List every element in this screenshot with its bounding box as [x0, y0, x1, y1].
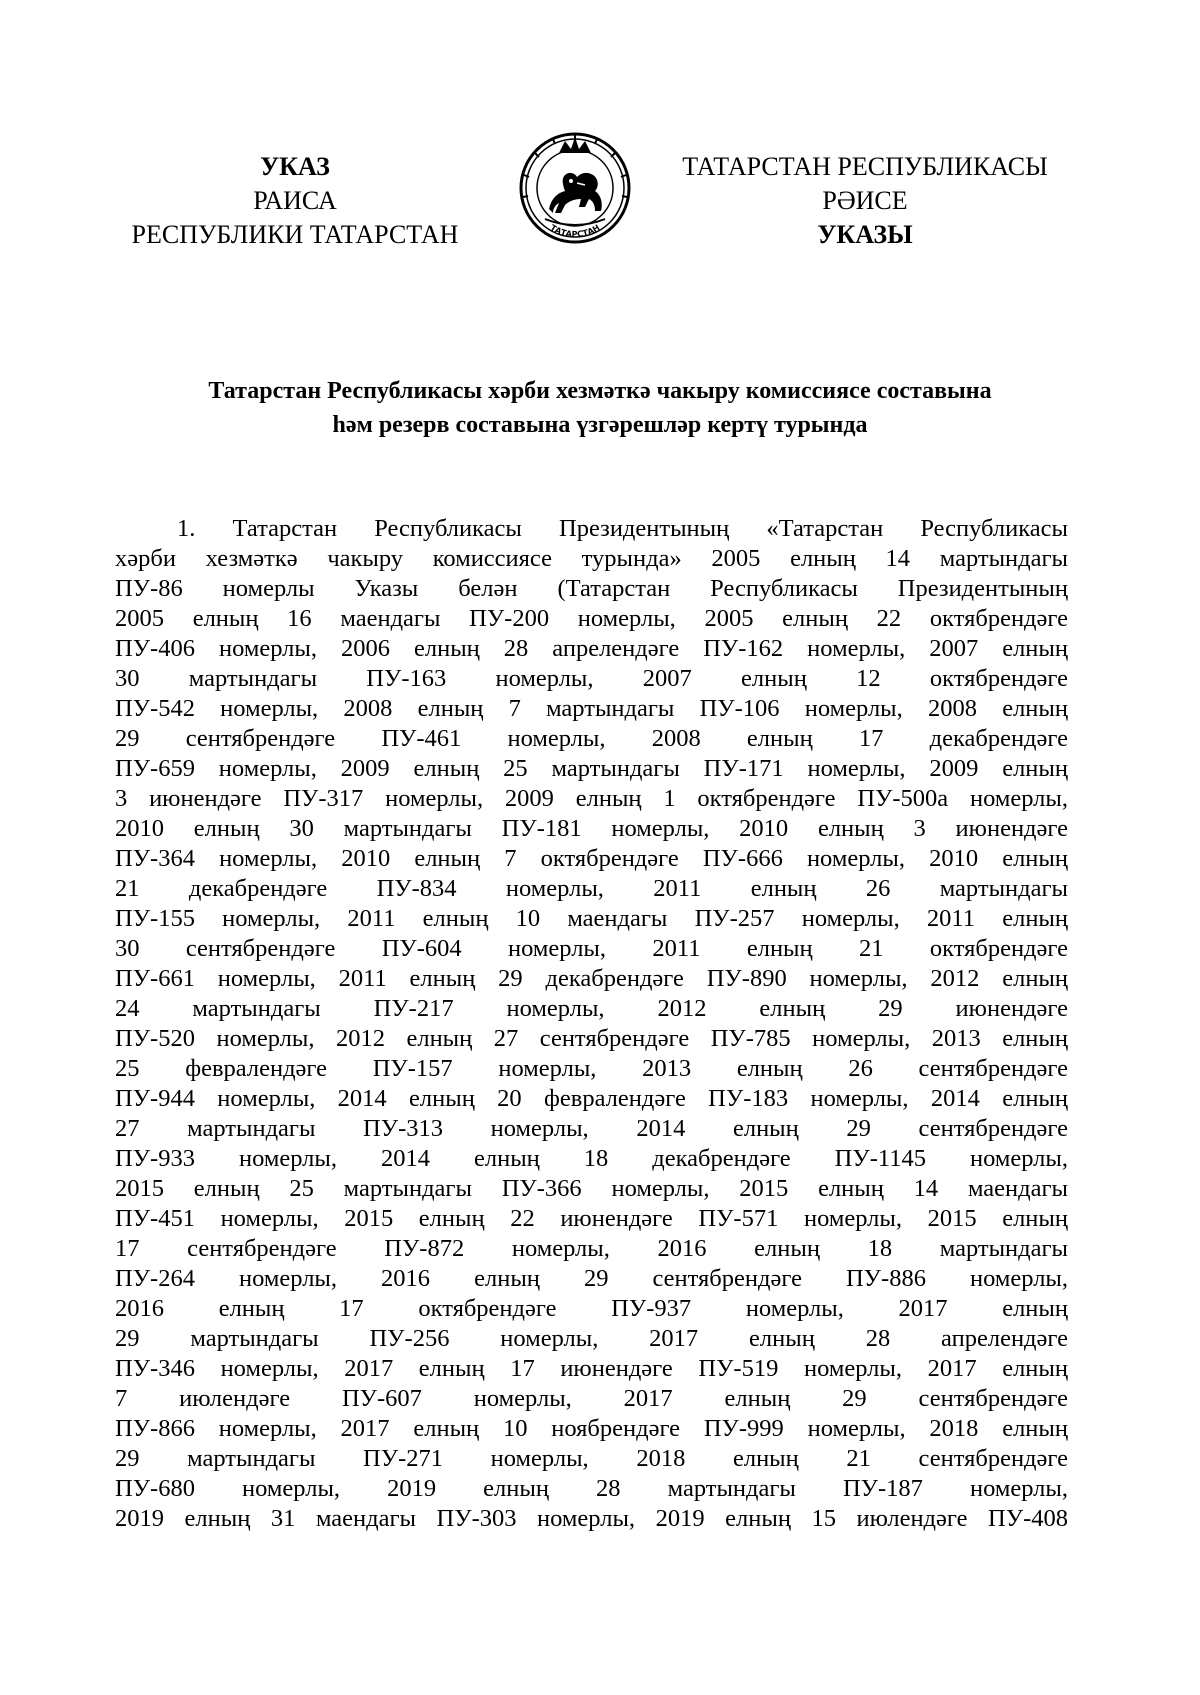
document-body — [115, 514, 1068, 1534]
body-line: ПУ-542 номерлы, 2008 елның 7 мартындагы ПУ-106 номерлы, 2008 елның — [115, 695, 1068, 722]
body-line: 2019 елның 31 маендагы ПУ-303 номерлы, 2019 елның 15 июлендәге ПУ-408 — [115, 1505, 1068, 1532]
header-right-line1: ТАТАРСТАН РЕСПУБЛИКАСЫ — [682, 152, 1048, 181]
body-line: 29 мартындагы ПУ-256 номерлы, 2017 елның 28 апрелендәге — [115, 1325, 1068, 1352]
body-line: 2015 елның 25 мартындагы ПУ-366 номерлы, 2015 елның 14 маендагы — [115, 1175, 1068, 1202]
body-line: ПУ-264 номерлы, 2016 елның 29 сентябрендәге ПУ-886 номерлы, — [115, 1265, 1068, 1292]
body-line: 24 мартындагы ПУ-217 номерлы, 2012 елның 29 июнендәге — [115, 995, 1068, 1022]
body-line: ПУ-451 номерлы, 2015 елның 22 июнендәге ПУ-571 номерлы, 2015 елның — [115, 1205, 1068, 1232]
header-left-russian — [115, 150, 475, 252]
body-line: 29 сентябрендәге ПУ-461 номерлы, 2008 елның 17 декабрендәге — [115, 725, 1068, 752]
tatarstan-coat-of-arms-emblem-icon — [515, 127, 635, 249]
body-line: 29 мартындагы ПУ-271 номерлы, 2018 елның 21 сентябрендәге — [115, 1445, 1068, 1472]
body-line: ПУ-155 номерлы, 2011 елның 10 маендагы ПУ-257 номерлы, 2011 елның — [115, 905, 1068, 932]
body-line: ПУ-520 номерлы, 2012 елның 27 сентябрендәге ПУ-785 номерлы, 2013 елның — [115, 1025, 1068, 1052]
body-line: ПУ-933 номерлы, 2014 елның 18 декабрендәге ПУ-1145 номерлы, — [115, 1145, 1068, 1172]
header-right-line2: РӘИСЕ — [822, 186, 908, 215]
header-left-line1: УКАЗ — [260, 152, 330, 181]
body-line: 21 декабрендәге ПУ-834 номерлы, 2011 елның 26 мартындагы — [115, 875, 1068, 902]
body-line: 7 июлендәге ПУ-607 номерлы, 2017 елның 29 сентябрендәге — [115, 1385, 1068, 1412]
body-line: ПУ-944 номерлы, 2014 елның 20 февралендәге ПУ-183 номерлы, 2014 елның — [115, 1085, 1068, 1112]
body-line: ПУ-346 номерлы, 2017 елның 17 июнендәге ПУ-519 номерлы, 2017 елның — [115, 1355, 1068, 1382]
body-line: ПУ-364 номерлы, 2010 елның 7 октябрендәге ПУ-666 номерлы, 2010 елның — [115, 845, 1068, 872]
body-line: 2005 елның 16 маендагы ПУ-200 номерлы, 2005 елның 22 октябрендәге — [115, 605, 1068, 632]
body-line: хәрби хезмәткә чакыру комиссиясе турында» 2005 елның 14 мартындагы — [115, 545, 1068, 572]
body-line: 30 сентябрендәге ПУ-604 номерлы, 2011 елның 21 октябрендәге — [115, 935, 1068, 962]
header-left-line3: РЕСПУБЛИКИ ТАТАРСТАН — [131, 220, 459, 249]
body-line: 1. Татарстан Республикасы Президентының «Татарстан Республикасы — [177, 515, 1068, 542]
body-line: ПУ-661 номерлы, 2011 елның 29 декабрендәге ПУ-890 номерлы, 2012 елның — [115, 965, 1068, 992]
document-title — [100, 374, 1100, 442]
body-line: 2010 елның 30 мартындагы ПУ-181 номерлы, 2010 елның 3 июнендәге — [115, 815, 1068, 842]
body-line: 25 февралендәге ПУ-157 номерлы, 2013 елның 26 сентябрендәге — [115, 1055, 1068, 1082]
body-line: ПУ-680 номерлы, 2019 елның 28 мартындагы ПУ-187 номерлы, — [115, 1475, 1068, 1502]
body-line: 2016 елның 17 октябрендәге ПУ-937 номерлы, 2017 елның — [115, 1295, 1068, 1322]
header-right-line3: УКАЗЫ — [817, 220, 913, 249]
emblem-ring-text: ТАТАРСТАН — [548, 222, 602, 239]
body-line: ПУ-659 номерлы, 2009 елның 25 мартындагы ПУ-171 номерлы, 2009 елның — [115, 755, 1068, 782]
body-line: 3 июнендәге ПУ-317 номерлы, 2009 елның 1 октябрендәге ПУ-500а номерлы, — [115, 785, 1068, 812]
body-line: 30 мартындагы ПУ-163 номерлы, 2007 елның 12 октябрендәге — [115, 665, 1068, 692]
title-line2: һәм резерв составына үзгәрешләр кертү турында — [332, 412, 868, 438]
header-right-tatar — [665, 150, 1065, 252]
body-line: ПУ-406 номерлы, 2006 елның 28 апрелендәге ПУ-162 номерлы, 2007 елның — [115, 635, 1068, 662]
body-line: 17 сентябрендәге ПУ-872 номерлы, 2016 елның 18 мартындагы — [115, 1235, 1068, 1262]
body-line: 27 мартындагы ПУ-313 номерлы, 2014 елның 29 сентябрендәге — [115, 1115, 1068, 1142]
body-line: ПУ-866 номерлы, 2017 елның 10 ноябрендәге ПУ-999 номерлы, 2018 елның — [115, 1415, 1068, 1442]
body-line: ПУ-86 номерлы Указы белән (Татарстан Республикасы Президентының — [115, 575, 1068, 602]
title-line1: Татарстан Республикасы хәрби хезмәткә чакыру комиссиясе составына — [208, 378, 992, 404]
header-left-line2: РАИСА — [253, 186, 337, 215]
